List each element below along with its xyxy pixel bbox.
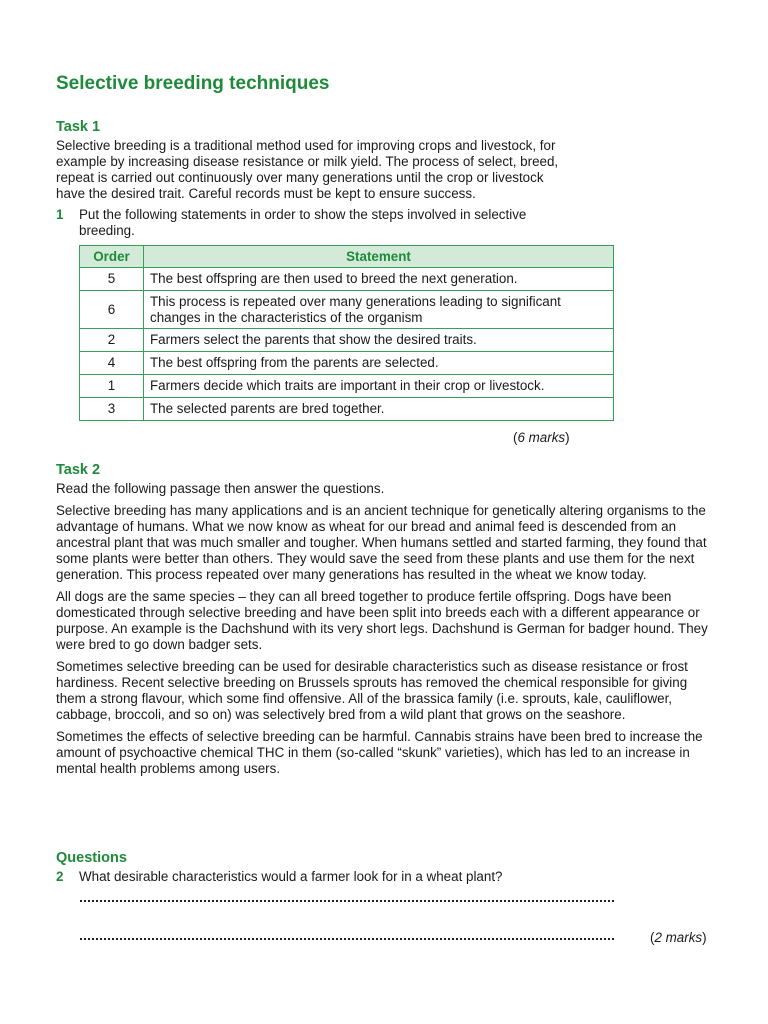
question-1-number: 1 bbox=[56, 207, 64, 222]
task2-passage bbox=[56, 481, 716, 783]
order-cell[interactable]: 1 bbox=[80, 375, 144, 398]
statement-cell: This process is repeated over many generations leading to significant changes in the characteristics of the organism bbox=[144, 291, 614, 329]
question-1 bbox=[56, 207, 576, 239]
order-cell[interactable]: 4 bbox=[80, 352, 144, 375]
statement-cell: Farmers decide which traits are important in their crop or livestock. bbox=[144, 375, 614, 398]
order-table bbox=[79, 245, 614, 421]
task1-intro: Selective breeding is a traditional method used for improving crops and livestock, for example by increasing disease resistance or milk yield. The process of select, breed, repeat is carried out continuously over many generations until the crop or livestock have the desired trait. Careful records must be kept to ensure success. bbox=[56, 138, 559, 201]
table-row bbox=[80, 268, 614, 291]
question-2 bbox=[56, 869, 716, 885]
page-title: Selective breeding techniques bbox=[56, 73, 330, 94]
question-2-marks: (2 marks) bbox=[650, 930, 707, 945]
statement-cell: The selected parents are bred together. bbox=[144, 398, 614, 421]
question-1-text: Put the following statements in order to show the steps involved in selective breeding. bbox=[79, 207, 527, 238]
question-2-marks-value: 2 marks bbox=[654, 930, 703, 945]
answer-line[interactable] bbox=[80, 938, 614, 940]
question-2-number: 2 bbox=[56, 869, 64, 884]
task2-heading: Task 2 bbox=[56, 462, 101, 478]
order-cell[interactable]: 3 bbox=[80, 398, 144, 421]
table-row bbox=[80, 329, 614, 352]
task2-instruction: Read the following passage then answer the questions. bbox=[56, 481, 385, 496]
table-row bbox=[80, 291, 614, 329]
task1-marks-value: 6 marks bbox=[517, 430, 566, 445]
task1-heading: Task 1 bbox=[56, 119, 101, 135]
questions-heading: Questions bbox=[56, 850, 127, 866]
order-column-header: Order bbox=[80, 246, 144, 268]
task1-marks: (6 marks) bbox=[513, 430, 570, 445]
table-row bbox=[80, 398, 614, 421]
question-2-text: What desirable characteristics would a farmer look for in a wheat plant? bbox=[79, 869, 503, 884]
table-row bbox=[80, 375, 614, 398]
statement-cell: The best offspring from the parents are selected. bbox=[144, 352, 614, 375]
order-cell[interactable]: 5 bbox=[80, 268, 144, 291]
passage-paragraph: Sometimes selective breeding can be used for desirable characteristics such as disease resistance or frost hardiness. Recent selective breeding on Brussels sprouts has removed the chemical responsible for giving them a strong flavour, which some find offensive. All of the brassica family (i.e. sprouts, kale, cauliflower, cabbage, broccoli, and so on) was selectively bred from a wild plant that grows on the seashore. bbox=[56, 659, 688, 722]
statement-cell: Farmers select the parents that show the desired traits. bbox=[144, 329, 614, 352]
order-cell[interactable]: 6 bbox=[80, 291, 144, 329]
passage-paragraph: Selective breeding has many applications and is an ancient technique for genetically altering organisms to the advantage of humans. What we now know as wheat for our bread and animal feed is descended from an ancestral plant that was much smaller and tougher. When humans settled and started farming, they found that some plants were better than others. They would save the seed from these plants and use them for the next generation. This process repeated over many generations has resulted in the wheat we know today. bbox=[56, 503, 707, 582]
order-cell[interactable]: 2 bbox=[80, 329, 144, 352]
statement-column-header: Statement bbox=[144, 246, 614, 268]
passage-paragraph: Sometimes the effects of selective breeding can be harmful. Cannabis strains have been bred to increase the amount of psychoactive chemical THC in them (so-called “skunk” varieties), which has led to an increase in mental health problems among users. bbox=[56, 729, 703, 776]
answer-line[interactable] bbox=[80, 900, 614, 902]
table-row bbox=[80, 352, 614, 375]
statement-cell: The best offspring are then used to breed the next generation. bbox=[144, 268, 614, 291]
passage-paragraph: All dogs are the same species – they can all breed together to produce fertile offspring. Dogs have been domesticated through selective breeding and have been split into breeds each with a different appearance or purpose. An example is the Dachshund with its very short legs. Dachshund is German for badger hound. They were bred to go down badger sets. bbox=[56, 589, 708, 652]
